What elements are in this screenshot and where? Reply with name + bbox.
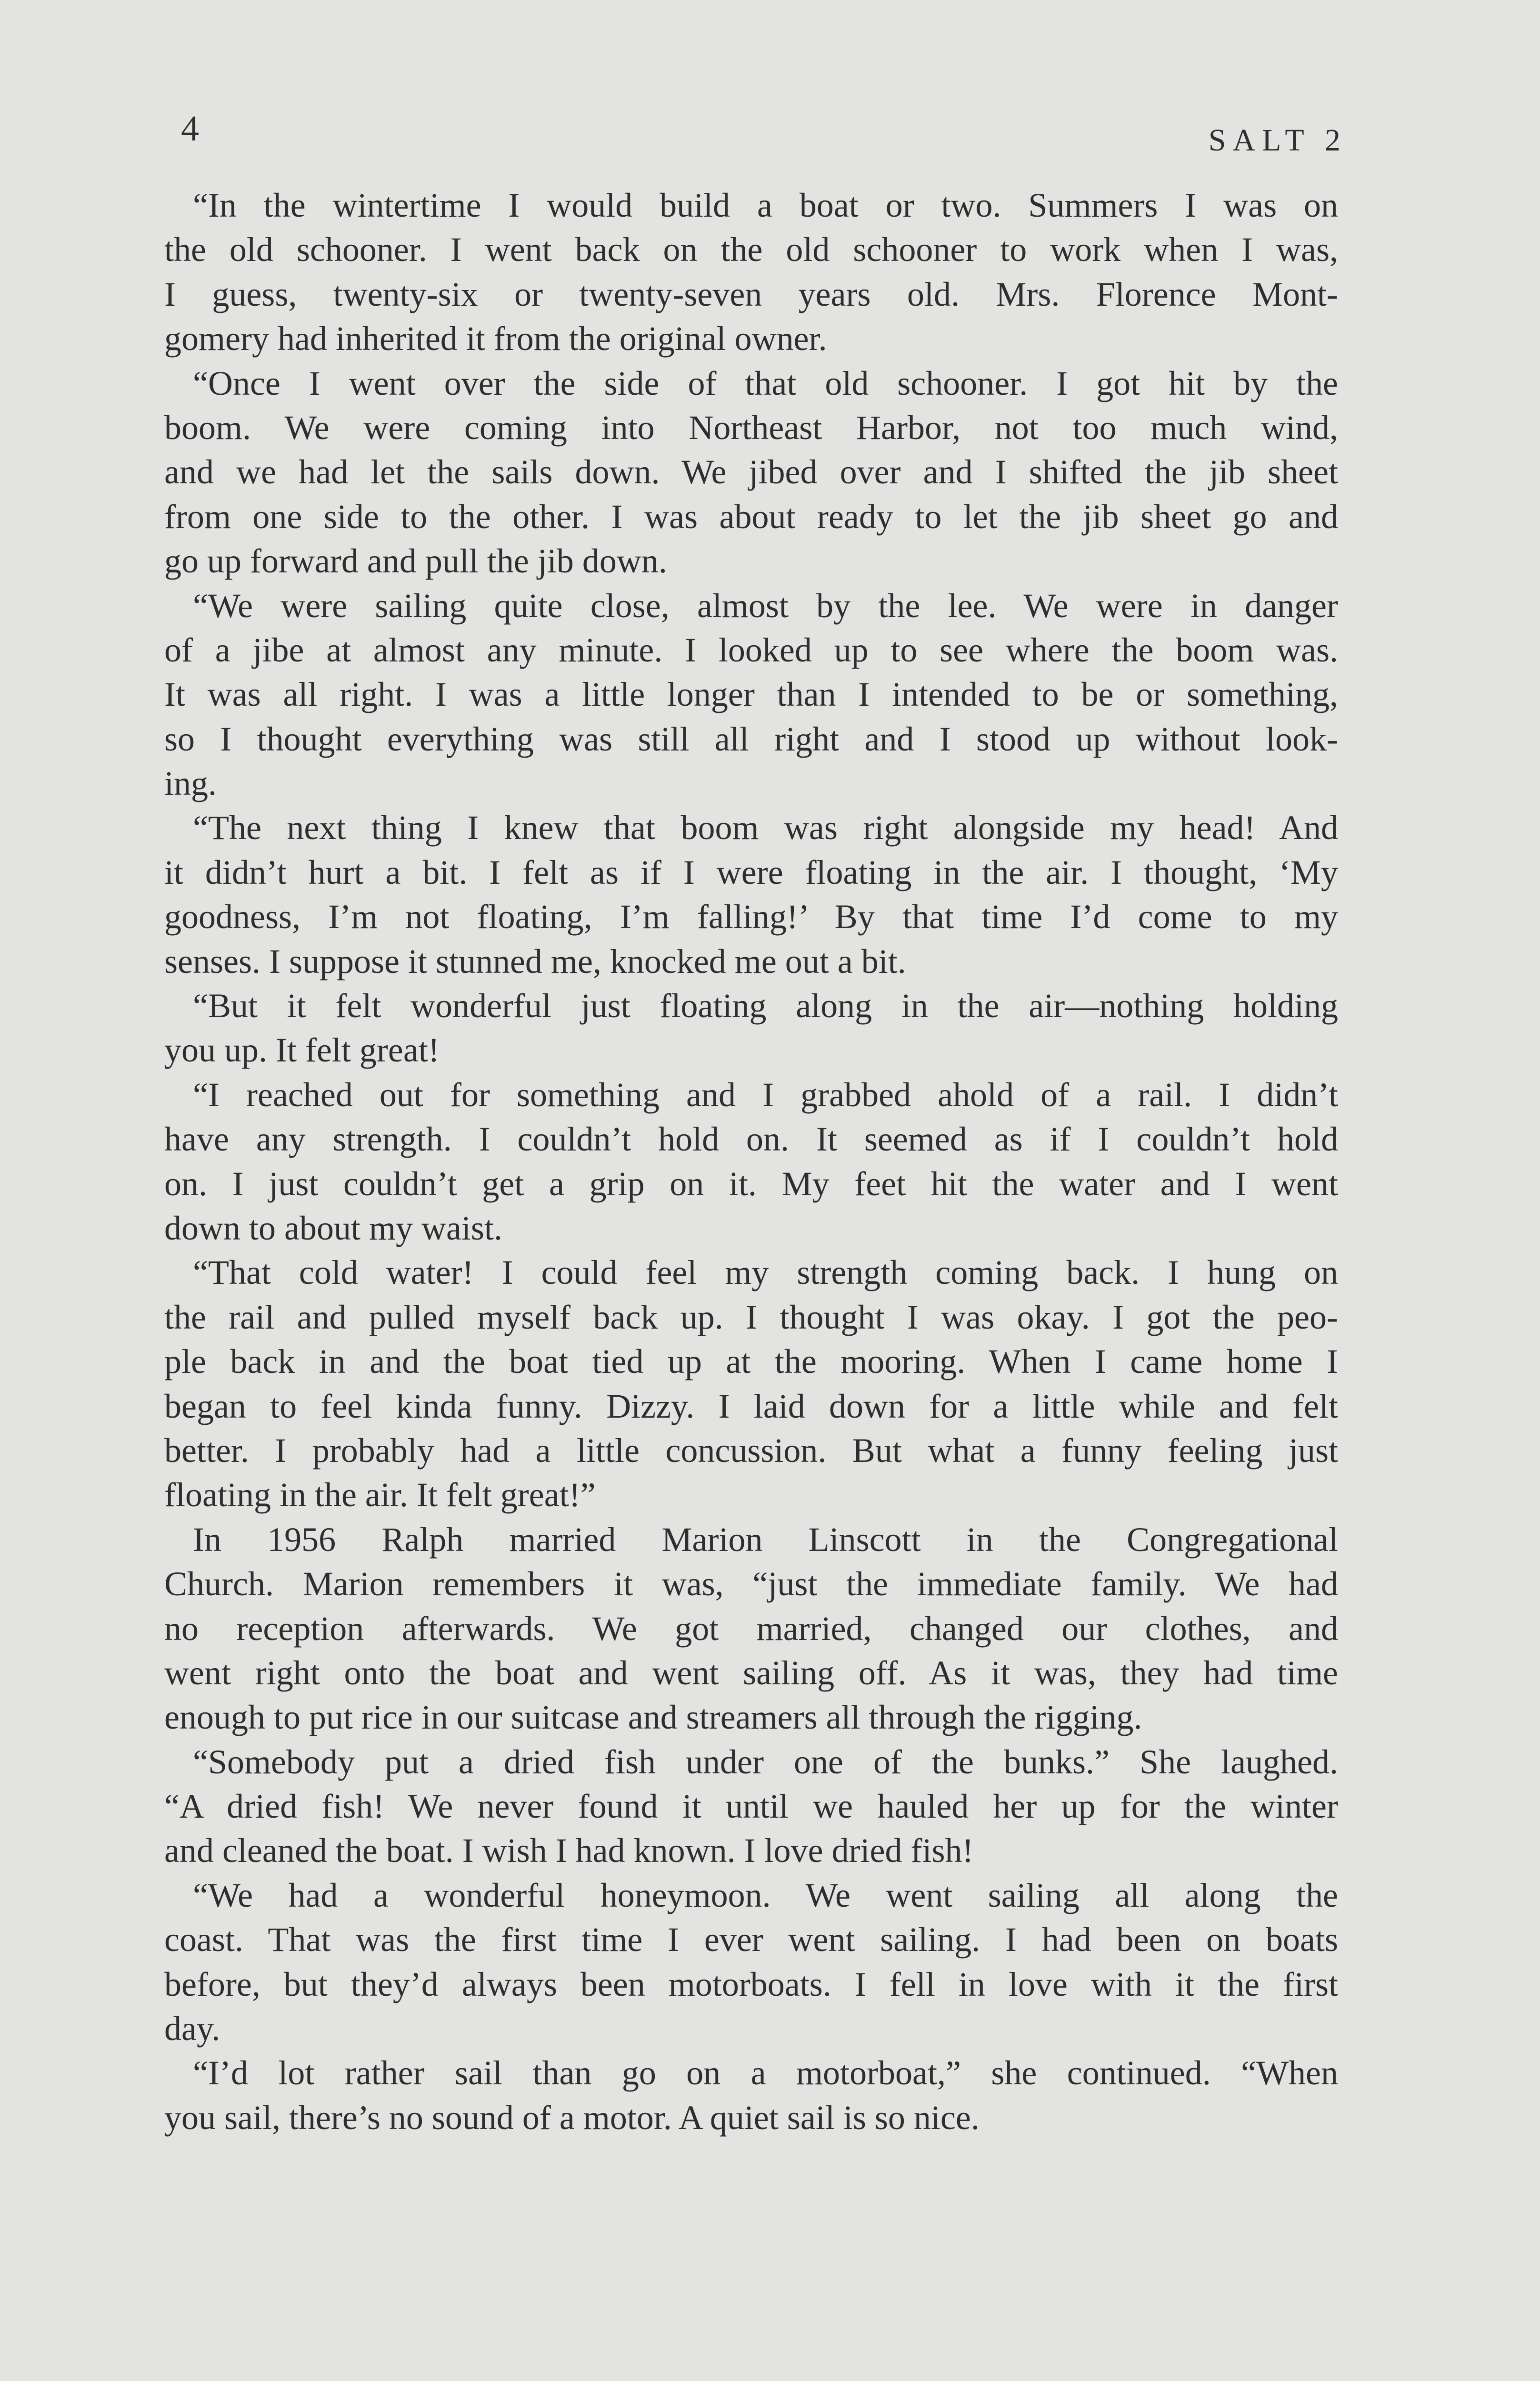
text-line: ing. [164,764,217,803]
text-line: I guess, twenty-six or twenty-seven years old. Mrs. Florence Mont- [164,275,1338,313]
text-line: “We had a wonderful honeymoon. We went sailing all along the [193,1876,1338,1914]
text-line: “But it felt wonderful just floating along in the air—nothing holding [193,987,1338,1025]
text-line: the rail and pulled myself back up. I thought I was okay. I got the peo- [164,1298,1338,1336]
text-line: and cleaned the boat. I wish I had known. I love dried fish! [164,1831,974,1870]
text-line: so I thought everything was still all right and I stood up without look- [164,720,1338,758]
text-line: before, but they’d always been motorboats. I fell in love with it the first [164,1965,1338,2003]
page-number: 4 [181,109,199,149]
text-line: “We were sailing quite close, almost by the lee. We were in danger [193,586,1338,625]
text-line: better. I probably had a little concussion. But what a funny feeling just [164,1431,1338,1470]
text-line: “I reached out for something and I grabbed ahold of a rail. I didn’t [193,1075,1338,1114]
text-line: boom. We were coming into Northeast Harbor, not too much wind, [164,408,1338,447]
text-line: from one side to the other. I was about ready to let the jib sheet go and [164,497,1338,536]
text-line: “In the wintertime I would build a boat or two. Summers I was on [193,186,1338,224]
text-line: “A dried fish! We never found it until we hauled her up for the winter [164,1787,1338,1826]
text-line: In 1956 Ralph married Marion Linscott in the Congregational [193,1520,1338,1559]
text-line: no reception afterwards. We got married, changed our clothes, and [164,1609,1338,1648]
text-line: you sail, there’s no sound of a motor. A quiet sail is so nice. [164,2098,980,2137]
text-line: Church. Marion remembers it was, “just the immediate family. We had [164,1565,1338,1603]
text-line: senses. I suppose it stunned me, knocked me out a bit. [164,942,906,980]
text-line: day. [164,2010,220,2048]
text-line: goodness, I’m not floating, I’m falling!’ By that time I’d come to my [164,898,1338,936]
text-line: “That cold water! I could feel my strength coming back. I hung on [193,1253,1338,1292]
running-head: SALT 2 [1208,123,1347,158]
text-line: gomery had inherited it from the original owner. [164,320,827,358]
text-line: have any strength. I couldn’t hold on. It seemed as if I couldn’t hold [164,1120,1338,1159]
text-line: “I’d lot rather sail than go on a motorboat,” she continued. “When [193,2054,1338,2092]
text-line: enough to put rice in our suitcase and streamers all through the rigging. [164,1698,1142,1737]
text-line: went right onto the boat and went sailing off. As it was, they had time [164,1653,1338,1692]
text-line: go up forward and pull the jib down. [164,542,667,580]
text-line: “Once I went over the side of that old schooner. I got hit by the [193,364,1338,402]
text-line: floating in the air. It felt great!” [164,1476,596,1514]
text-line: of a jibe at almost any minute. I looked up to see where the boom was. [164,630,1338,669]
text-line: coast. That was the first time I ever went sailing. I had been on boats [164,1921,1338,1959]
text-line: you up. It felt great! [164,1031,440,1070]
text-line: “Somebody put a dried fish under one of the bunks.” She laughed. [193,1742,1338,1781]
text-line: and we had let the sails down. We jibed over and I shifted the jib sheet [164,453,1338,491]
text-line: “The next thing I knew that boom was right alongside my head! And [193,809,1338,847]
text-line: on. I just couldn’t get a grip on it. My feet hit the water and I went [164,1164,1338,1203]
text-line: down to about my waist. [164,1209,502,1247]
text-line: began to feel kinda funny. Dizzy. I laid down for a little while and felt [164,1387,1338,1425]
text-line: It was all right. I was a little longer than I intended to be or something, [164,675,1338,714]
text-line: the old schooner. I went back on the old schooner to work when I was, [164,230,1338,269]
body-text [164,183,1338,2140]
text-line: it didn’t hurt a bit. I felt as if I were floating in the air. I thought, ‘My [164,853,1338,891]
text-line: ple back in and the boat tied up at the mooring. When I came home I [164,1342,1338,1381]
